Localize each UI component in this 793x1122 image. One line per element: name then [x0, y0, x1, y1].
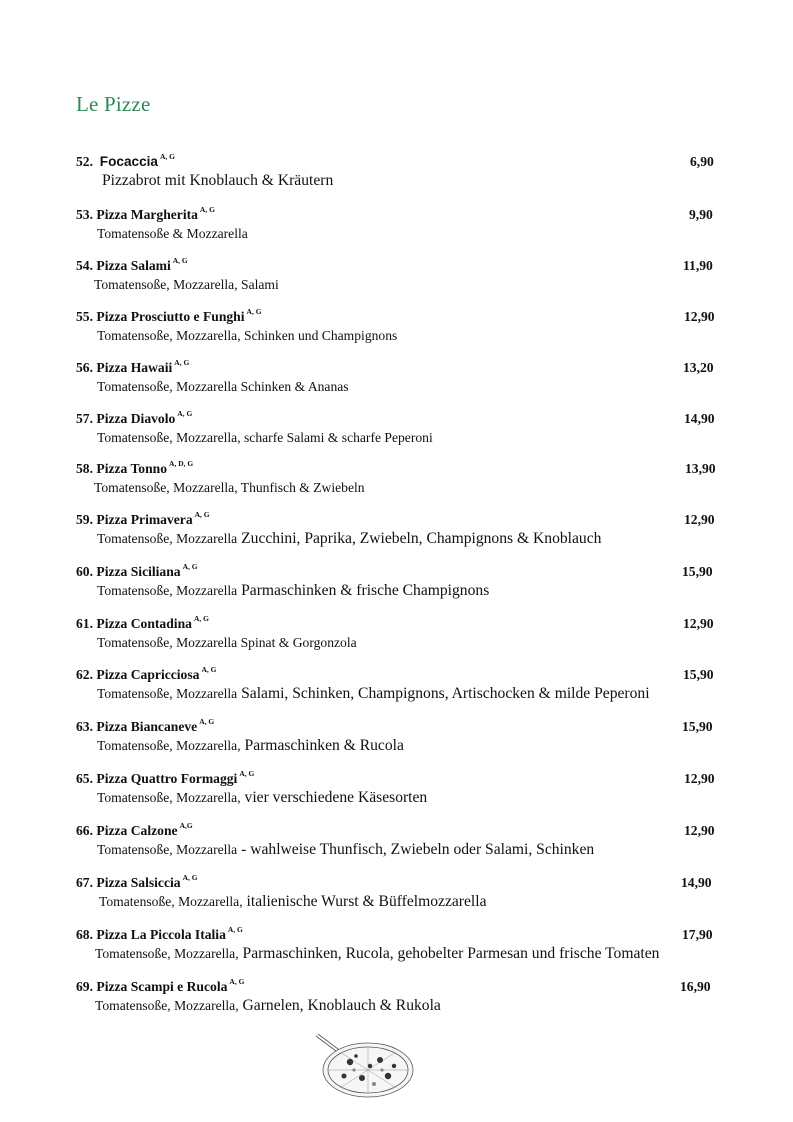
menu-item-title — [76, 207, 215, 223]
description-base: Tomatensoße, Mozzarella — [97, 531, 238, 546]
item-description — [97, 737, 404, 755]
item-description — [97, 685, 650, 703]
allergen-codes: A, G — [246, 307, 262, 316]
item-number: 56. — [76, 360, 97, 375]
menu-item — [0, 564, 793, 604]
item-number: 59. — [76, 512, 97, 527]
description-toppings: Parmaschinken, Rucola, gehobelter Parmesan und frische Tomaten — [238, 945, 660, 962]
item-name: Pizza Capricciosa — [96, 667, 200, 682]
item-name: Pizza Biancaneve — [96, 719, 198, 734]
item-number: 53. — [76, 207, 97, 222]
allergen-codes: A, G — [159, 152, 175, 161]
item-number: 63. — [76, 719, 97, 734]
menu-item-title — [76, 875, 198, 891]
item-price: 12,90 — [683, 616, 714, 631]
item-price: 15,90 — [682, 719, 713, 734]
allergen-codes: A, G — [177, 409, 193, 418]
description-toppings: - wahlweise Thunfisch, Zwiebeln oder Salami, Schinken — [237, 841, 595, 858]
item-name: Pizza Margherita — [96, 207, 198, 222]
item-description — [94, 479, 365, 497]
menu-item-title — [76, 461, 193, 477]
allergen-codes: A, G — [182, 562, 198, 571]
description-base: Tomatensoße, Mozzarella — [97, 842, 238, 857]
description-base: Tomatensoße, Mozzarella, scharfe Salami & scharfe Peperoni — [97, 430, 433, 445]
item-description — [95, 997, 441, 1015]
item-description — [97, 429, 433, 447]
description-base: Tomatensoße, Mozzarella — [97, 686, 238, 701]
item-name: Pizza Siciliana — [96, 564, 181, 579]
menu-item-title — [76, 512, 210, 528]
menu-item-title — [76, 823, 193, 839]
description-toppings: Garnelen, Knoblauch & Rukola — [238, 997, 441, 1014]
item-number: 65. — [76, 771, 97, 786]
item-price: 11,90 — [683, 258, 713, 273]
menu-item-title — [76, 258, 188, 274]
menu-item — [0, 823, 793, 863]
item-name: Pizza Salsiccia — [96, 875, 181, 890]
item-price: 14,90 — [681, 875, 712, 890]
description-toppings: Pizzabrot mit Knoblauch & Kräutern — [102, 172, 334, 189]
item-name: Focaccia — [99, 154, 158, 169]
menu-item — [0, 512, 793, 552]
item-price: 12,90 — [684, 309, 715, 324]
allergen-codes: A, G — [174, 358, 190, 367]
item-number: 54. — [76, 258, 97, 273]
item-description — [97, 225, 248, 243]
item-name: Pizza Scampi e Rucola — [96, 979, 228, 994]
description-toppings: Parmaschinken & frische Champignons — [237, 582, 490, 599]
item-number: 52. — [76, 154, 100, 169]
menu-item-title — [76, 411, 192, 427]
menu-item — [0, 719, 793, 759]
menu-item — [0, 875, 793, 915]
item-number: 68. — [76, 927, 97, 942]
description-toppings: Salami, Schinken, Champignons, Artischocken & milde Peperoni — [237, 685, 650, 702]
menu-item-title — [76, 979, 244, 995]
allergen-codes: A, G — [182, 873, 198, 882]
allergen-codes: A, D, G — [169, 459, 194, 468]
allergen-codes: A, G — [229, 977, 245, 986]
item-description — [95, 945, 659, 963]
item-description — [97, 582, 489, 600]
menu-item — [0, 979, 793, 1019]
item-number: 61. — [76, 616, 97, 631]
item-name: Pizza Contadina — [96, 616, 192, 631]
item-number: 58. — [76, 461, 97, 476]
item-price: 17,90 — [682, 927, 713, 942]
description-toppings: vier verschiedene Käsesorten — [240, 789, 428, 806]
description-base: Tomatensoße, Mozzarella, — [99, 894, 243, 909]
description-base: Tomatensoße, Mozzarella, Salami — [94, 277, 279, 292]
menu-item-title — [76, 154, 175, 170]
pizza-on-peel-illustration — [310, 1030, 420, 1102]
menu-item — [0, 771, 793, 811]
item-price: 15,90 — [682, 564, 713, 579]
allergen-codes: A, G — [239, 769, 255, 778]
item-price: 6,90 — [690, 154, 714, 169]
menu-item — [0, 927, 793, 967]
item-price: 9,90 — [689, 207, 713, 222]
item-description — [97, 378, 349, 396]
description-base: Tomatensoße & Mozzarella — [97, 226, 248, 241]
page-title: Le Pizze — [76, 92, 151, 116]
description-base: Tomatensoße, Mozzarella, — [97, 738, 241, 753]
menu-item-title — [76, 667, 216, 683]
menu-item — [0, 309, 793, 349]
menu-item-title — [76, 360, 189, 376]
item-name: Pizza Prosciutto e Funghi — [96, 309, 245, 324]
menu-item — [0, 207, 793, 247]
item-name: Pizza Calzone — [96, 823, 178, 838]
description-base: Tomatensoße, Mozzarella Schinken & Ananas — [97, 379, 349, 394]
menu-item-title — [76, 616, 209, 632]
menu-item — [0, 667, 793, 707]
menu-item-title — [76, 309, 262, 325]
description-base: Tomatensoße, Mozzarella, — [95, 946, 239, 961]
allergen-codes: A, G — [201, 665, 217, 674]
item-price: 12,90 — [684, 823, 715, 838]
menu-item — [0, 616, 793, 656]
description-base: Tomatensoße, Mozzarella, Thunfisch & Zwiebeln — [94, 480, 365, 495]
item-name: Pizza Hawaii — [96, 360, 173, 375]
item-number: 62. — [76, 667, 97, 682]
description-toppings: italienische Wurst & Büffelmozzarella — [242, 893, 487, 910]
item-description — [102, 172, 333, 190]
item-number: 67. — [76, 875, 97, 890]
description-base: Tomatensoße, Mozzarella, — [95, 998, 239, 1013]
menu-item-title — [76, 564, 198, 580]
item-name: Pizza Salami — [96, 258, 171, 273]
allergen-codes: A, G — [193, 614, 209, 623]
item-price: 13,90 — [685, 461, 716, 476]
menu-item-title — [76, 927, 243, 943]
menu-item — [0, 154, 793, 194]
allergen-codes: A, G — [199, 205, 215, 214]
item-number: 55. — [76, 309, 97, 324]
description-base: Tomatensoße, Mozzarella, Schinken und Champignons — [97, 328, 398, 343]
menu-item-title — [76, 719, 214, 735]
item-price: 12,90 — [684, 771, 715, 786]
item-name: Pizza Tonno — [96, 461, 168, 476]
item-price: 13,20 — [683, 360, 714, 375]
allergen-codes: A, G — [172, 256, 188, 265]
item-number: 66. — [76, 823, 97, 838]
description-toppings: Parmaschinken & Rucola — [240, 737, 404, 754]
item-number: 60. — [76, 564, 97, 579]
item-name: Pizza Quattro Formaggi — [96, 771, 238, 786]
menu-item — [0, 360, 793, 400]
item-description — [97, 327, 397, 345]
allergen-codes: A,G — [179, 821, 193, 830]
description-base: Tomatensoße, Mozzarella Spinat & Gorgonzola — [97, 635, 357, 650]
item-name: Pizza Diavolo — [96, 411, 176, 426]
item-description — [97, 530, 601, 548]
item-price: 16,90 — [680, 979, 711, 994]
menu-item — [0, 258, 793, 298]
allergen-codes: A, G — [194, 510, 210, 519]
item-name: Pizza Primavera — [96, 512, 193, 527]
menu-item-title — [76, 771, 254, 787]
item-description — [97, 634, 357, 652]
item-description — [99, 893, 487, 911]
menu-item — [0, 411, 793, 451]
description-toppings: Zucchini, Paprika, Zwiebeln, Champignons & Knoblauch — [237, 530, 602, 547]
item-price: 12,90 — [684, 512, 715, 527]
item-price: 14,90 — [684, 411, 715, 426]
allergen-codes: A, G — [199, 717, 215, 726]
item-number: 57. — [76, 411, 97, 426]
item-description — [97, 789, 427, 807]
description-base: Tomatensoße, Mozzarella, — [97, 790, 241, 805]
item-number: 69. — [76, 979, 97, 994]
item-description — [97, 841, 594, 859]
item-name: Pizza La Piccola Italia — [96, 927, 226, 942]
item-price: 15,90 — [683, 667, 714, 682]
allergen-codes: A, G — [227, 925, 243, 934]
description-base: Tomatensoße, Mozzarella — [97, 583, 238, 598]
menu-item — [0, 461, 793, 501]
item-description — [94, 276, 279, 294]
